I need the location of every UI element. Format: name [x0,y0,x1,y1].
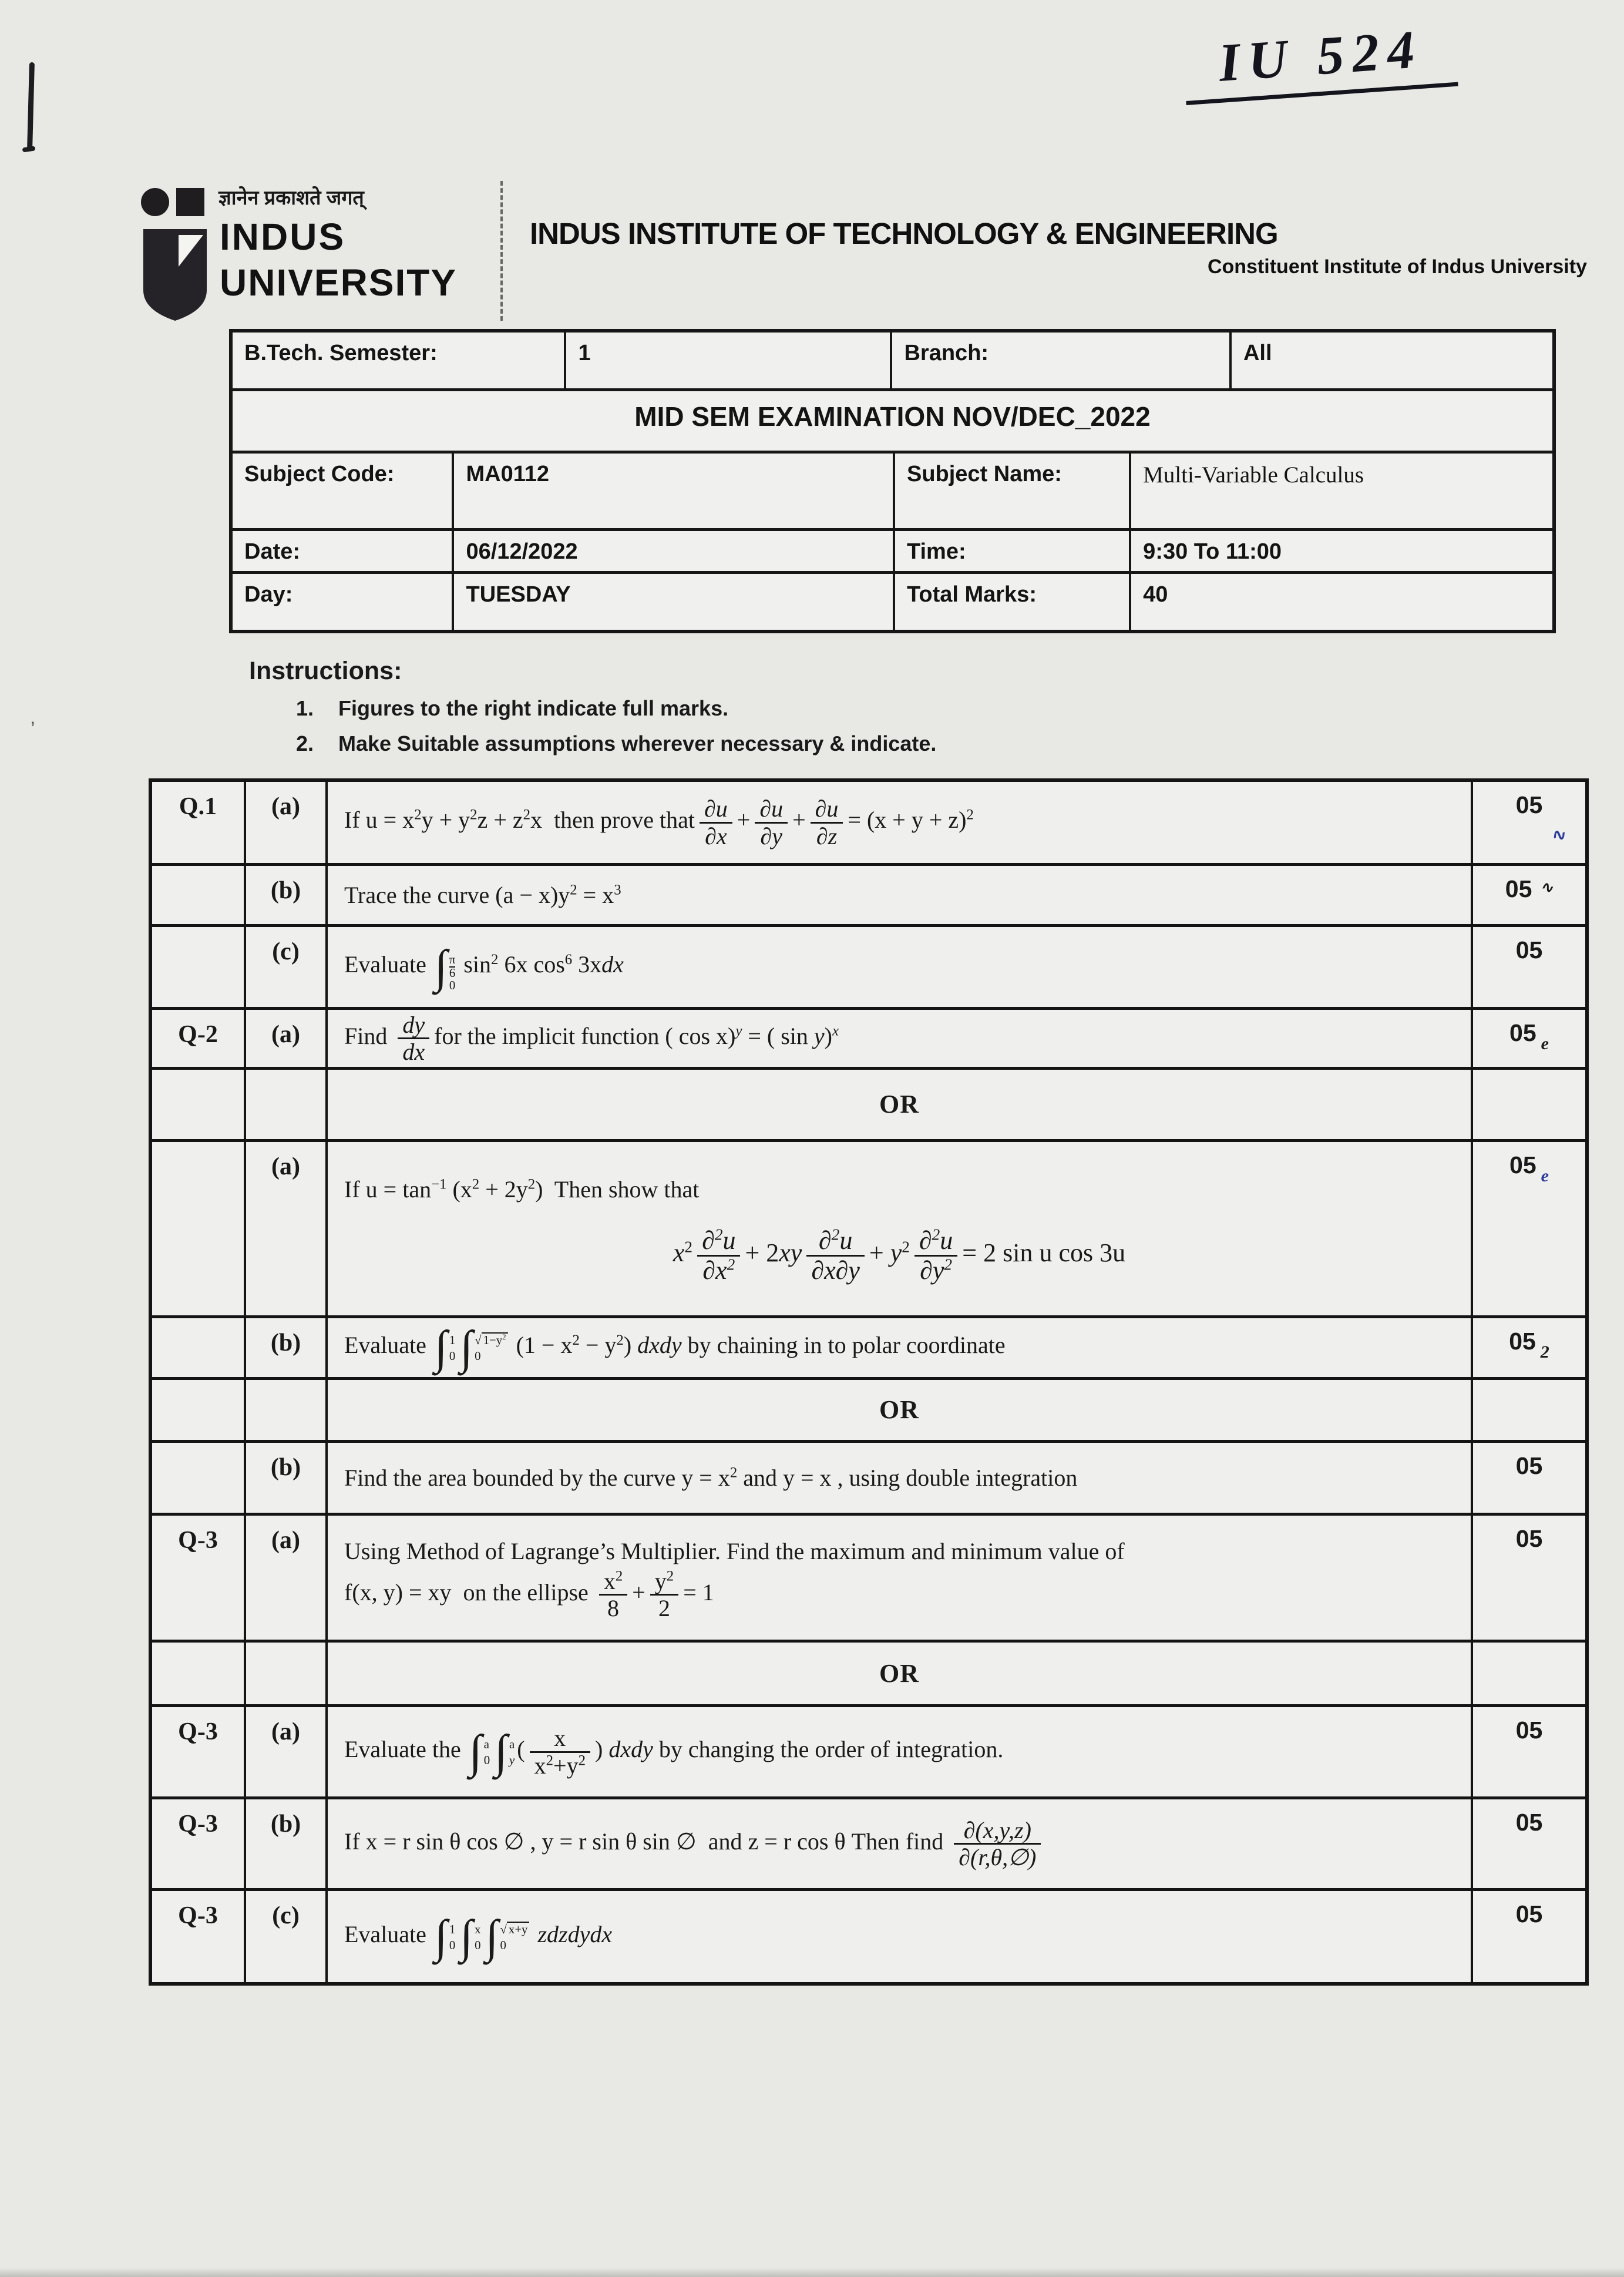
question-row [152,1142,1585,1318]
logo-text-indus: INDUS [220,216,346,258]
branch-label: Branch: [892,333,1231,388]
instruction-item [249,731,936,756]
or-row [152,1380,1585,1443]
question-number-cell [152,1318,246,1377]
question-subletter-cell [246,1380,328,1440]
subject-name-label: Subject Name: [895,454,1131,528]
instruction-number: 1. [296,696,314,720]
question-row [152,1443,1585,1516]
question-number-cell [152,1380,246,1440]
question-text: Find $\frac{dy}{dx}$ for the implicit function ( cos x)$^y$ = ( sin y)$^x$ [344,1011,839,1065]
question-text: Evaluate ∫ 1 0 ∫ x 0 ∫ √ x+y 0 zdzdydx [344,1910,613,1963]
branch-value: All [1243,341,1272,365]
question-number-cell: Q-3 [152,1516,246,1640]
question-row [152,1516,1585,1643]
question-text-cell [328,866,1473,924]
question-subletter-cell: (c) [246,927,328,1007]
question-subletter-cell [246,1643,328,1704]
question-marks-cell [1473,1643,1585,1704]
question-subletter-cell: (a) [246,1142,328,1315]
question-text-cell [328,1443,1473,1513]
question-number-cell: Q-3 [152,1891,246,1982]
logo-text-university: UNIVERSITY [220,261,458,304]
info-row-title [233,391,1552,454]
total-marks-label: Total Marks: [895,574,1131,630]
letterhead [530,216,1587,278]
question-number-cell: Q-3 [152,1799,246,1888]
subject-code-value: MA0112 [454,454,895,528]
question-text: Using Method of Lagrange’s Multiplier. Find the maximum and minimum value of f(x, y) = xy on the ellipse $\frac{x^2}{8}$ + $\frac{y^2}{2}$ = 1 [344,1537,1125,1621]
question-text: If x = r sin θ cos ∅ , y = r sin θ sin ∅ and z = r cos θ Then find $\frac{\partial(x,y,z)}{\partial(r,\theta,\emptyset)}$ [344,1818,1454,1870]
instructions-heading: Instructions: [249,657,402,685]
handwritten-mark: ∿ [1540,879,1554,896]
question-marks-cell: 05 $_e$ [1509,1151,1549,1185]
question-marks-cell: 05 [1515,936,1543,963]
exam-info-table [229,329,1556,633]
question-text-cell [328,782,1473,863]
or-row [152,1643,1585,1707]
instruction-text: Make Suitable assumptions wherever necessary & indicate. [338,731,937,755]
question-number-cell [152,866,246,924]
question-subletter-cell [246,1070,328,1139]
question-row [152,1891,1585,1982]
institute-title: INDUS INSTITUTE OF TECHNOLOGY & ENGINEERING [530,217,1278,250]
question-marks-cell [1473,1380,1585,1440]
or-row [152,1070,1585,1142]
subject-code-label: Subject Code: [233,454,454,528]
question-subletter-cell: (a) [246,1516,328,1640]
day-value: TUESDAY [454,574,895,630]
question-marks-cell: 05 [1515,1717,1543,1744]
question-subletter-cell: (b) [246,1318,328,1377]
handwritten-pen-stroke [27,62,35,150]
question-number-cell: Q-3 [152,1707,246,1796]
question-marks-cell [1473,1070,1585,1139]
question-number-cell: Q-2 [152,1010,246,1067]
question-text-cell [328,1070,1473,1139]
instruction-text: Figures to the right indicate full marks. [338,696,729,720]
info-row-date [233,531,1552,574]
instructions-section [249,657,936,756]
question-subletter-cell: (a) [246,1707,328,1796]
question-text-cell [328,1142,1473,1315]
time-label: Time: [895,531,1131,571]
handwritten-exam-code: IU 524 [1181,15,1458,105]
question-row [152,1799,1585,1891]
question-text: Trace the curve $(a - x)y^2 = x^3$ [344,881,621,908]
question-text-cell [328,1318,1473,1377]
logo-devanagari-motto: ज्ञानेन प्रकाशते जगत् [218,187,364,209]
question-subletter-cell: (a) [246,782,328,863]
letterhead-divider-line [500,181,503,321]
handwritten-mark: e [1541,1034,1549,1053]
or-label: OR [879,1395,919,1425]
question-marks-cell: 05 [1515,1900,1543,1927]
day-label: Day: [233,574,454,630]
question-text-cell [328,1891,1473,1982]
question-marks-cell: 05 ∿ [1505,875,1554,902]
time-value: 9:30 To 11:00 [1143,539,1282,564]
question-text: Evaluate ∫ 1 0 ∫ √ $1-y^2$ 0 $(1 - x^2 - y^2)$ dxdy by chaining in to polar coordinate [344,1322,1006,1373]
question-text: Evaluate ∫ π 6 0 $\sin^2 6x$ $\cos^6 3xdx$ [344,941,624,993]
or-label: OR [879,1090,919,1119]
question-text-cell [328,1010,1473,1067]
question-number-cell [152,927,246,1007]
total-marks-value: 40 [1143,582,1168,607]
question-row [152,866,1585,927]
instruction-number: 2. [296,731,314,755]
question-subletter-cell: (b) [246,1443,328,1513]
question-row [152,1318,1585,1380]
scan-bottom-shadow [0,2268,1624,2277]
date-value: 06/12/2022 [454,531,895,571]
question-text-cell [328,927,1473,1007]
handwritten-mark: 2 [1540,1342,1549,1362]
question-text-cell [328,1380,1473,1440]
question-number-cell [152,1142,246,1315]
question-text-cell [328,1643,1473,1704]
date-label: Date: [233,531,454,571]
semester-value: 1 [566,333,892,388]
question-text: Evaluate the ∫ a 0 ∫ a y ( $\frac{x}{x^2+y^2}$ ) dxdy by changing the order of integration. [344,1725,1004,1779]
semester-label: B.Tech. Semester: [233,333,566,388]
question-subletter-cell: (b) [246,1799,328,1888]
question-marks-cell: 05 [1515,1809,1543,1836]
question-marks-cell: 05 ∿ [1515,791,1569,848]
question-table [149,778,1589,1986]
info-row-day [233,574,1552,630]
question-row [152,1707,1585,1799]
question-subletter-cell: (b) [246,866,328,924]
question-text: If $u = \tan^{-1} (x^2 + 2y^2)$ Then show that $x^2$ $\frac{\partial^2u}{\partial x^2}$ + 2xy $\frac{\partial^2u}{\partial x\partial y}$ + $y^2$ $\frac{\partial^2u}{\partial y^2}$ = 2 sin u cos 3u [344,1176,1126,1285]
question-subletter-cell: (c) [246,1891,328,1982]
subject-name-value: Multi-Variable Calculus [1143,462,1364,488]
question-number-cell: Q.1 [152,782,246,863]
question-text: Find the area bounded by the curve $y = x^2$ and y = x , using double integration [344,1464,1078,1491]
question-marks-cell: 05 [1515,1525,1543,1552]
handwritten-mark: e [1541,1166,1549,1185]
question-row [152,927,1585,1010]
handwritten-mark: ∿ [1547,824,1569,848]
question-marks-cell: 05 $_2$ [1509,1328,1549,1362]
question-subletter-cell: (a) [246,1010,328,1067]
exam-title: MID SEM EXAMINATION NOV/DEC_2022 [634,401,1151,432]
question-marks-cell: 05 $_e$ [1509,1019,1549,1053]
indus-university-logo-icon [141,184,209,326]
scan-speck: ’ [31,718,35,740]
question-number-cell [152,1643,246,1704]
question-text-cell [328,1516,1473,1640]
question-marks-cell: 05 [1515,1452,1543,1479]
institute-subtitle: Constituent Institute of Indus University [1207,256,1587,278]
question-row [152,1010,1585,1070]
question-text-cell [328,1707,1473,1796]
instruction-item [249,696,936,721]
question-text-cell [328,1799,1473,1888]
question-row [152,782,1585,866]
info-row-semester [233,333,1552,391]
info-row-subject [233,454,1552,531]
question-number-cell [152,1070,246,1139]
or-label: OR [879,1658,919,1688]
question-number-cell [152,1443,246,1513]
question-text: If $u = x^2y + y^2z + z^2x$ then prove that $\frac{\partial u}{\partial x}$ + $\frac{\partial u}{\partial y}$ + $\frac{\partial u}{\partial z}$ = $(x + y + z)^2$ [344,795,974,849]
